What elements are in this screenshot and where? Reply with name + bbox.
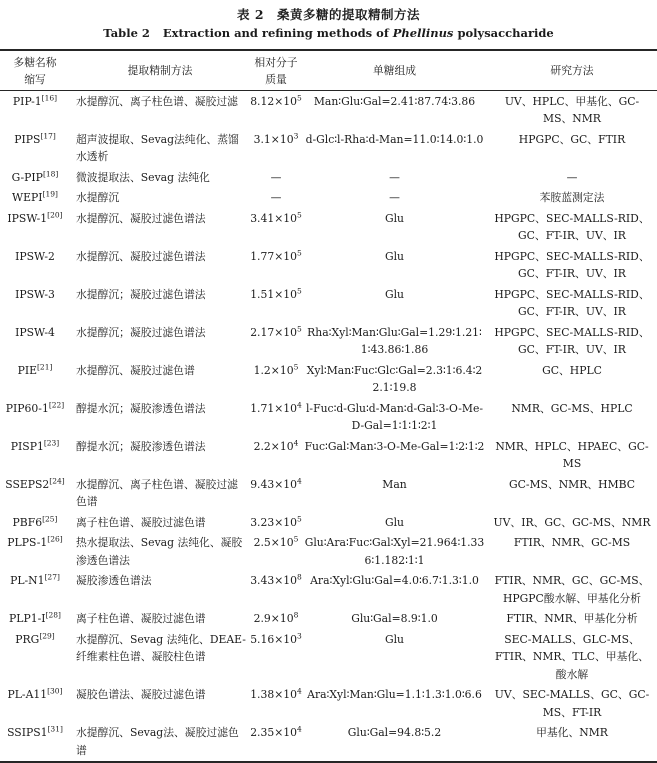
mass-value: 1.51×10 bbox=[250, 287, 298, 301]
mass-value: 5.16×10 bbox=[250, 632, 298, 646]
cell-monosaccharide-composition: Fuc∶Gal∶Man∶3-O-Me-Gal=1∶2∶1∶2 bbox=[304, 439, 485, 453]
mass-value: 3.41×10 bbox=[250, 211, 298, 225]
cell-research-methods: HPGPC、SEC-MALLS-RID、GC、FT-IR、UV、IR bbox=[494, 287, 650, 318]
cell-extraction-method: 醇提水沉；凝胶渗透色谱法 bbox=[76, 401, 206, 415]
col-header-molecular-mass bbox=[250, 50, 302, 91]
cell-polysaccharide-name bbox=[0, 629, 70, 685]
cell-polysaccharide-name bbox=[0, 609, 70, 630]
mass-value: 3.1×10 bbox=[253, 132, 294, 146]
reference-superscript: [17] bbox=[40, 130, 56, 140]
col-header-research-methods: 研究方法 bbox=[550, 64, 594, 77]
mass-exponent: 4 bbox=[297, 686, 302, 696]
cell-extraction-method: 醇提水沉；凝胶渗透色谱法 bbox=[76, 439, 206, 453]
table-title-en-suffix: polysaccharide bbox=[457, 26, 554, 40]
cell-molecular-mass bbox=[250, 208, 302, 246]
table-row bbox=[0, 571, 657, 609]
reference-superscript: [22] bbox=[48, 399, 65, 409]
table-row bbox=[0, 436, 657, 474]
cell-extraction-method: 水提醇沉；凝胶过滤色谱法 bbox=[76, 287, 206, 301]
cell-monosaccharide-composition: — bbox=[389, 191, 400, 204]
table-row bbox=[0, 398, 657, 436]
polysaccharide-abbreviation: PLPS-1 bbox=[7, 536, 48, 549]
polysaccharide-abbreviation: G-PIP bbox=[11, 170, 43, 184]
cell-extraction-method: 水提醇沉 bbox=[76, 191, 120, 204]
cell-polysaccharide-name bbox=[0, 723, 70, 762]
table-row bbox=[0, 360, 657, 398]
cell-polysaccharide-name bbox=[0, 91, 70, 130]
reference-superscript: [25] bbox=[42, 513, 58, 523]
header-row bbox=[0, 50, 657, 91]
cell-molecular-mass bbox=[250, 129, 302, 167]
table-row bbox=[0, 284, 657, 322]
mass-value: 8.12×10 bbox=[250, 94, 298, 108]
table-row bbox=[0, 474, 657, 512]
reference-superscript: [28] bbox=[45, 610, 61, 620]
cell-extraction-method: 水提醇沉、凝胶过滤色谱 bbox=[76, 363, 195, 377]
cell-molecular-mass bbox=[250, 474, 302, 512]
cell-research-methods: UV、HPLC、甲基化、GC-MS、NMR bbox=[504, 94, 640, 125]
cell-molecular-mass bbox=[250, 629, 302, 685]
cell-extraction-method: 水提醇沉、凝胶过滤色谱法 bbox=[76, 211, 206, 225]
mass-value: 1.71×10 bbox=[250, 401, 298, 415]
cell-research-methods: HPGPC、SEC-MALLS-RID、GC、FT-IR、UV、IR bbox=[494, 211, 650, 242]
mass-exponent: 5 bbox=[297, 323, 302, 333]
cell-extraction-method: 水提醇沉、离子柱色谱、凝胶过滤 bbox=[76, 94, 238, 108]
cell-research-methods: FTIR、NMR、GC、GC-MS、HPGPC酸水解、甲基化分析 bbox=[494, 574, 650, 605]
table-row bbox=[0, 188, 657, 209]
cell-research-methods: 苯胺蓝测定法 bbox=[539, 191, 605, 204]
table-row bbox=[0, 208, 657, 246]
table-title-chinese: 表 2 桑黄多糖的提取精制方法 bbox=[236, 7, 421, 22]
mass-exponent: 5 bbox=[297, 513, 302, 523]
cell-extraction-method: 凝胶色谱法、凝胶过滤色谱 bbox=[76, 688, 206, 701]
mass-exponent: 5 bbox=[297, 92, 302, 102]
cell-extraction-method: 水提醇沉、离子柱色谱、凝胶过滤色谱 bbox=[76, 477, 238, 508]
cell-research-methods: UV、SEC-MALLS、GC、GC-MS、FT-IR bbox=[494, 688, 650, 719]
table-title-en-italic: Phellinus bbox=[392, 26, 454, 40]
polysaccharide-abbreviation: IPSW-2 bbox=[15, 249, 55, 263]
reference-superscript: [30] bbox=[47, 686, 63, 696]
table-row bbox=[0, 322, 657, 360]
cell-extraction-method: 微波提取法、Sevag 法纯化 bbox=[76, 170, 210, 184]
col-header-monosaccharide-composition: 单糖组成 bbox=[372, 64, 417, 77]
cell-monosaccharide-composition: Rha∶Xyl∶Man∶Glu∶Gal=1.29∶1.21∶1∶43.86∶1.86 bbox=[307, 325, 482, 356]
cell-polysaccharide-name bbox=[0, 322, 70, 360]
cell-molecular-mass bbox=[250, 284, 302, 322]
cell-monosaccharide-composition: Glu bbox=[384, 249, 405, 263]
cell-molecular-mass bbox=[250, 167, 302, 188]
mass-exponent: 4 bbox=[297, 475, 302, 485]
mass-exponent: 4 bbox=[293, 437, 299, 447]
cell-polysaccharide-name bbox=[0, 512, 70, 533]
table-number-label: Table 2 bbox=[103, 26, 150, 40]
cell-extraction-method: 超声波提取、Sevag法纯化、蒸馏水透析 bbox=[76, 132, 239, 163]
polysaccharide-abbreviation: WEPI bbox=[12, 191, 43, 204]
cell-polysaccharide-name bbox=[0, 284, 70, 322]
polysaccharide-abbreviation: SSIPS1 bbox=[7, 726, 48, 739]
cell-research-methods: — bbox=[566, 170, 578, 184]
cell-extraction-method: 水提醇沉、Sevag法、凝胶过滤色谱 bbox=[76, 726, 239, 757]
cell-molecular-mass bbox=[250, 360, 302, 398]
cell-monosaccharide-composition: Glu bbox=[384, 632, 405, 646]
polysaccharide-abbreviation: IPSW-4 bbox=[15, 325, 55, 339]
cell-monosaccharide-composition: l-Fuc∶d-Glu∶d-Man∶d-Gal∶3-O-Me-D-Gal=1∶1∶1∶2∶1 bbox=[305, 401, 483, 432]
cell-polysaccharide-name bbox=[0, 571, 70, 609]
polysaccharide-abbreviation: PL-N1 bbox=[10, 574, 45, 587]
cell-research-methods: FTIR、NMR、甲基化分析 bbox=[506, 612, 638, 625]
mass-value: 1.38×10 bbox=[250, 688, 298, 701]
reference-superscript: [29] bbox=[39, 630, 55, 640]
polysaccharide-abbreviation: IPSW-3 bbox=[15, 287, 55, 301]
cell-research-methods: HPGPC、SEC-MALLS-RID、GC、FT-IR、UV、IR bbox=[494, 325, 650, 356]
cell-monosaccharide-composition: Glu bbox=[384, 211, 405, 225]
polysaccharide-abbreviation: PL-A11 bbox=[7, 688, 48, 701]
cell-molecular-mass bbox=[250, 609, 302, 630]
table-row bbox=[0, 723, 657, 762]
mass-exponent: 8 bbox=[293, 610, 299, 620]
mass-value: 2.17×10 bbox=[250, 325, 298, 339]
polysaccharide-abbreviation: SSEPS2 bbox=[5, 477, 50, 491]
table-body bbox=[0, 91, 657, 762]
cell-polysaccharide-name bbox=[0, 246, 70, 284]
mass-value: 2.35×10 bbox=[250, 726, 298, 739]
polysaccharide-abbreviation: PIP60-1 bbox=[5, 401, 49, 415]
polysaccharide-extraction-table bbox=[0, 49, 657, 763]
cell-polysaccharide-name bbox=[0, 167, 70, 188]
table-title-english bbox=[0, 26, 657, 41]
cell-research-methods: HPGPC、SEC-MALLS-RID、GC、FT-IR、UV、IR bbox=[494, 249, 650, 280]
col-header-mass-line1: 相对分子 bbox=[254, 55, 298, 69]
cell-extraction-method: 水提醇沉；凝胶过滤色谱法 bbox=[76, 325, 206, 339]
cell-molecular-mass bbox=[250, 512, 302, 533]
col-header-polysaccharide-name bbox=[0, 50, 70, 91]
cell-polysaccharide-name bbox=[0, 436, 70, 474]
mass-exponent: 5 bbox=[293, 534, 299, 544]
cell-molecular-mass bbox=[250, 685, 302, 723]
mass-exponent: 5 bbox=[297, 209, 302, 219]
cell-monosaccharide-composition: Ara∶Xyl∶Man∶Glu=1.1∶1.3∶1.0∶6.6 bbox=[307, 688, 482, 701]
polysaccharide-abbreviation: PISP1 bbox=[10, 439, 44, 453]
cell-monosaccharide-composition: Glu∶Gal=8.9∶1.0 bbox=[351, 612, 438, 625]
mass-value: 2.9×10 bbox=[253, 612, 294, 625]
mass-value: 1.2×10 bbox=[253, 363, 294, 377]
table-row bbox=[0, 685, 657, 723]
cell-extraction-method: 热水提取法、Sevag 法纯化、凝胶渗透色谱法 bbox=[76, 536, 243, 567]
table-row bbox=[0, 129, 657, 167]
cell-polysaccharide-name bbox=[0, 474, 70, 512]
mass-value: 3.43×10 bbox=[250, 574, 298, 587]
table-row bbox=[0, 246, 657, 284]
mass-value: 1.77×10 bbox=[250, 249, 298, 263]
cell-monosaccharide-composition: — bbox=[389, 170, 400, 184]
mass-value: 2.5×10 bbox=[253, 536, 294, 549]
polysaccharide-abbreviation: PIE bbox=[17, 363, 37, 377]
reference-superscript: [21] bbox=[37, 361, 53, 371]
table-row bbox=[0, 533, 657, 571]
reference-superscript: [16] bbox=[41, 92, 58, 102]
cell-monosaccharide-composition: Man bbox=[382, 477, 407, 491]
polysaccharide-abbreviation: PLP1-I bbox=[9, 612, 46, 625]
cell-molecular-mass bbox=[250, 246, 302, 284]
mass-exponent: 4 bbox=[297, 399, 302, 409]
reference-superscript: [20] bbox=[47, 209, 63, 219]
reference-superscript: [18] bbox=[42, 168, 59, 178]
polysaccharide-abbreviation: PIP-1 bbox=[12, 94, 42, 108]
polysaccharide-abbreviation: IPSW-1 bbox=[7, 211, 48, 225]
cell-molecular-mass bbox=[250, 91, 302, 130]
cell-polysaccharide-name bbox=[0, 188, 70, 209]
mass-value: 9.43×10 bbox=[250, 477, 298, 491]
cell-polysaccharide-name bbox=[0, 360, 70, 398]
cell-molecular-mass bbox=[250, 322, 302, 360]
cell-extraction-method: 凝胶渗透色谱法 bbox=[76, 574, 152, 587]
cell-molecular-mass bbox=[250, 398, 302, 436]
cell-molecular-mass bbox=[250, 571, 302, 609]
cell-polysaccharide-name bbox=[0, 129, 70, 167]
cell-extraction-method: 离子柱色谱、凝胶过滤色谱 bbox=[76, 515, 206, 529]
mass-exponent: 3 bbox=[293, 130, 299, 140]
col-header-extraction-method: 提取精制方法 bbox=[127, 64, 193, 77]
reference-superscript: [23] bbox=[43, 437, 60, 447]
mass-value: — bbox=[270, 170, 282, 184]
cell-monosaccharide-composition: Glu bbox=[384, 287, 405, 301]
mass-exponent: 3 bbox=[297, 630, 302, 640]
reference-superscript: [27] bbox=[44, 572, 60, 582]
cell-polysaccharide-name bbox=[0, 685, 70, 723]
cell-polysaccharide-name bbox=[0, 208, 70, 246]
cell-molecular-mass bbox=[250, 533, 302, 571]
cell-extraction-method: 水提醇沉、Sevag 法纯化、DEAE-纤维素柱色谱、凝胶柱色谱 bbox=[76, 632, 246, 663]
mass-exponent: 5 bbox=[297, 247, 302, 257]
col-header-name-line2: 缩写 bbox=[24, 72, 46, 86]
table-title-en-text: Extraction and refining methods of bbox=[162, 26, 389, 40]
mass-value: 3.23×10 bbox=[250, 515, 298, 529]
cell-monosaccharide-composition: Glu∶Gal=94.8∶5.2 bbox=[347, 726, 442, 739]
cell-molecular-mass bbox=[250, 436, 302, 474]
cell-research-methods: FTIR、NMR、GC-MS bbox=[513, 536, 631, 549]
mass-exponent: 4 bbox=[297, 724, 302, 734]
mass-exponent: 8 bbox=[297, 572, 302, 582]
reference-superscript: [31] bbox=[47, 724, 63, 734]
mass-value: 2.2×10 bbox=[253, 439, 294, 453]
table-row bbox=[0, 609, 657, 630]
col-header-name-line1: 多糖名称 bbox=[13, 55, 57, 69]
cell-extraction-method: 离子柱色谱、凝胶过滤色谱 bbox=[76, 612, 206, 625]
reference-superscript: [24] bbox=[49, 475, 65, 485]
col-header-mass-line2: 质量 bbox=[265, 72, 287, 86]
cell-monosaccharide-composition: Man∶Glu∶Gal=2.41∶87.74∶3.86 bbox=[313, 94, 476, 108]
cell-monosaccharide-composition: Xyl∶Man∶Fuc∶Glc∶Gal=2.3∶1∶6.4∶22.1∶19.8 bbox=[306, 363, 483, 394]
mass-exponent: 5 bbox=[293, 361, 299, 371]
cell-research-methods: 甲基化、NMR bbox=[536, 726, 608, 739]
cell-research-methods: GC-MS、NMR、HMBC bbox=[508, 477, 636, 491]
table-row bbox=[0, 512, 657, 533]
mass-exponent: 5 bbox=[297, 285, 302, 295]
mass-value: — bbox=[270, 191, 282, 204]
polysaccharide-abbreviation: PIPS bbox=[14, 132, 41, 146]
cell-monosaccharide-composition: d-Glc∶l-Rha∶d-Man=11.0∶14.0∶1.0 bbox=[305, 132, 484, 146]
cell-extraction-method: 水提醇沉、凝胶过滤色谱法 bbox=[76, 249, 206, 263]
cell-molecular-mass bbox=[250, 723, 302, 762]
polysaccharide-abbreviation: PBF6 bbox=[12, 515, 43, 529]
table-row bbox=[0, 91, 657, 130]
reference-superscript: [19] bbox=[42, 189, 58, 199]
reference-superscript: [26] bbox=[47, 534, 63, 544]
cell-research-methods: SEC-MALLS、GLC-MS、FTIR、NMR、TLC、甲基化、酸水解 bbox=[495, 632, 649, 681]
table-row bbox=[0, 167, 657, 188]
cell-monosaccharide-composition: Glu∶Ara∶Fuc∶Gal∶Xyl=21.964∶1.336∶1.182∶1∶1 bbox=[304, 536, 485, 567]
cell-research-methods: GC、HPLC bbox=[542, 363, 602, 377]
cell-research-methods: UV、IR、GC、GC-MS、NMR bbox=[493, 515, 651, 529]
cell-polysaccharide-name bbox=[0, 533, 70, 571]
cell-monosaccharide-composition: Ara∶Xyl∶Glu∶Gal=4.0∶6.7∶1.3∶1.0 bbox=[310, 574, 479, 587]
cell-polysaccharide-name bbox=[0, 398, 70, 436]
polysaccharide-abbreviation: PRG bbox=[15, 632, 40, 646]
cell-research-methods: HPGPC、GC、FTIR bbox=[518, 132, 626, 146]
cell-research-methods: NMR、GC-MS、HPLC bbox=[511, 401, 633, 415]
cell-research-methods: NMR、HPLC、HPAEC、GC-MS bbox=[495, 439, 649, 470]
table-row bbox=[0, 629, 657, 685]
cell-monosaccharide-composition: Glu bbox=[384, 515, 405, 529]
cell-molecular-mass bbox=[250, 188, 302, 209]
